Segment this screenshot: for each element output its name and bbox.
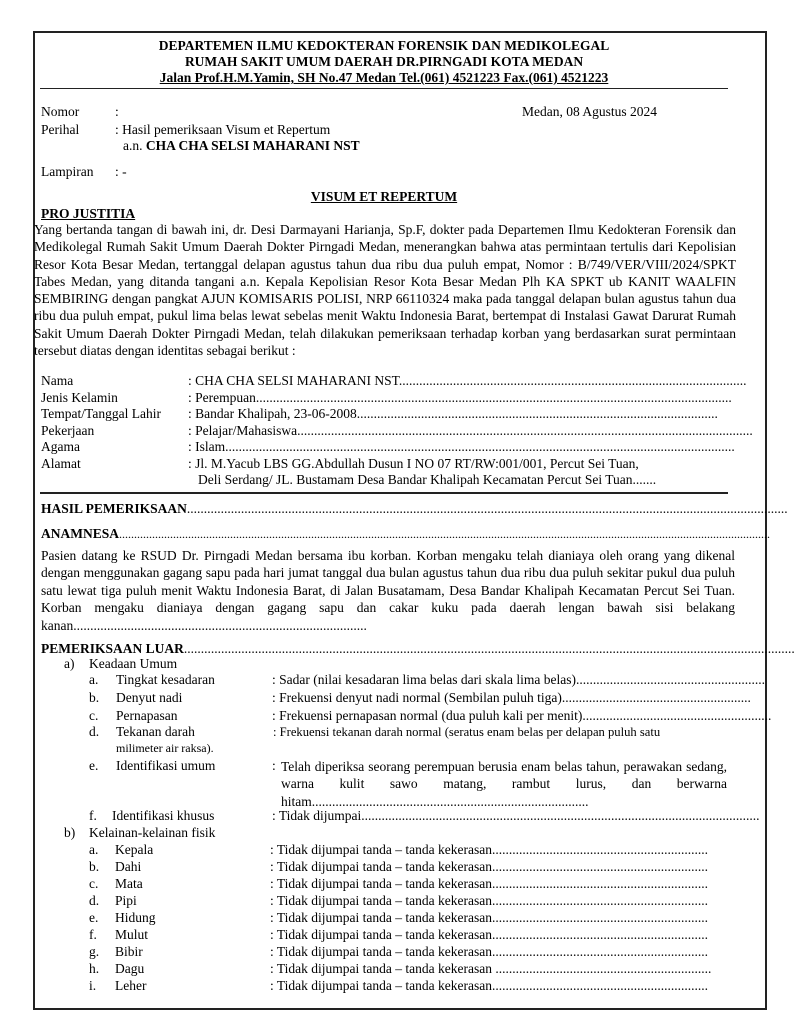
item-label: Pernapasan (116, 708, 178, 723)
identity-value: : Bandar Khalipah, 23-06-2008........................................................................................................... (188, 406, 718, 421)
ident-label: Identifikasi umum (116, 758, 216, 773)
item-value: : Sadar (nilai kesadaran lima belas dari skala lima belas)........................................................ (272, 672, 766, 687)
intro-paragraph: Yang bertanda tangan di bawah ini, dr. Desi Darmayani Harianja, Sp.F, dokter pada Departemen Ilmu Kedokteran Forensik dan Medikolegal Rumah Sakit Umum Daerah Dokter Pirngadi Medan, menerangkan bahwa atas permintaan tertulis dari Kepolisian Resor Kota Besar Medan, tertanggal delapan agustus tahun dua ribu dua puluh empat, Nomor : B/749/VER/VIII/2024/SPKT Tabes Medan, yang ditanda tangani a.n. Kepala Kepolisian Resor Kota Besar Medan Plh KA SPKT ub KANIT WAALFIN SEMBIRING dengan pangkat AJUN KOMISARIS POLISI, NRP 66110324 maka pada tanggal delapan bulan agustus tahun dua ribu dua puluh empat, pukul lima belas lewat sebelas menit Waktu Indonesia Barat, bertempat di Instalasi Gawat Darurat Rumah Sakit Umum Daerah Dokter Pirngadi Medan, telah dilakukan pemeriksaan terhadap korban yang berdasarkan surat permintaan tersebut diatas dengan identitas sebagai berikut : (34, 222, 736, 359)
identity-row-alamat (41, 456, 731, 473)
item-value: : Tidak dijumpai tanda – tanda kekerasan ................................................................ (270, 961, 712, 976)
anamnesa-text: Pasien datang ke RSUD Dr. Pirngadi Medan bersama ibu korban. Korban mengaku telah dianiaya oleh orang yang dikenal dengan menggunakan gagang sapu pada hari jumat tanggal dua bulan agustus tahun dua ribu dua puluh sekitar pukul dua puluh satu lewat tiga puluh menit Waktu Indonesia Barat, di Jalan Busatamam, Desa Bandar Khalipah Kecamatan Percut Sei Tuan. Korban mengaku dianiaya dengan gagang sapu dan cakar kuku pada daerah lengan bawah sisi belakang kanan (41, 548, 735, 633)
an-prefix: a.n. (123, 138, 143, 153)
identity-label: Tempat/Tanggal Lahir (41, 406, 161, 421)
identity-label: Agama (41, 439, 80, 454)
identity-value-text: : Islam (188, 439, 226, 454)
keadaan-umum-title: Keadaan Umum (89, 656, 178, 671)
item-marker: e. (89, 910, 99, 925)
item-label: Pipi (115, 893, 137, 908)
item-value-text: : Tidak dijumpai tanda – tanda kekerasan (270, 927, 492, 942)
item-label: Hidung (115, 910, 156, 925)
ident-value-text: Telah diperiksa seorang perempuan berusia enam belas tahun, perawakan sedang, warna kulit sawo matang, rambut lurus, dan berwarna hitam (281, 759, 727, 809)
item-marker: b. (89, 690, 100, 705)
nomor-label: Nomor (41, 104, 80, 119)
identity-row-pekerjaan (41, 422, 753, 440)
identity-row-agama (41, 439, 735, 456)
an-name: CHA CHA SELSI MAHARANI NST (145, 138, 360, 153)
item-value-text: : Tidak dijumpai tanda – tanda kekerasan (270, 859, 492, 874)
item-value: : Tidak dijumpai tanda – tanda kekerasan................................................................ (270, 842, 708, 857)
hasil-heading-line: HASIL PEMERIKSAAN.................................................................................................................................................................................. (41, 501, 788, 516)
item-value: : Tidak dijumpai tanda – tanda kekerasan................................................................ (270, 910, 708, 925)
item-value: : Tidak dijumpai tanda – tanda kekerasan................................................................ (270, 927, 708, 942)
identity-label: Jenis Kelamin (41, 389, 118, 405)
hasil-heading: HASIL PEMERIKSAAN (41, 501, 187, 516)
item-marker: f. (89, 927, 97, 942)
item-marker: a. (89, 842, 99, 857)
identity-value: : Pelajar/Mahasiswa....................................................................................................................................... (188, 422, 753, 438)
item-value-text: : Tidak dijumpai tanda – tanda kekerasan (270, 876, 492, 891)
item-label: Bibir (115, 944, 143, 959)
khusus-value: : Tidak dijumpai...................................................................................................................... (272, 808, 760, 823)
item-value-text: : Tidak dijumpai tanda – tanda kekerasan (270, 944, 492, 959)
item-value-text: : Tidak dijumpai tanda – tanda kekerasan (270, 978, 492, 993)
letter-date: Medan, 08 Agustus 2024 (522, 104, 657, 119)
perihal-label: Perihal (41, 122, 80, 137)
anamnesa-heading: ANAMNESA (41, 526, 120, 541)
identity-value-text: : CHA CHA SELSI MAHARANI NST (188, 373, 399, 388)
khusus-marker: f. (89, 808, 97, 823)
item-marker: b. (89, 859, 100, 874)
header-address (0, 70, 768, 86)
item-value: : Tidak dijumpai tanda – tanda kekerasan................................................................ (270, 876, 708, 891)
item-label: Leher (115, 978, 147, 993)
item-marker: g. (89, 944, 100, 959)
document-title: VISUM ET REPERTUM (310, 189, 458, 204)
item-label: Tekanan darah (116, 724, 195, 739)
identity-label: Pekerjaan (41, 422, 95, 438)
an-line (123, 138, 360, 154)
identity-value: : Perempuan............................................................................................................................................. (188, 389, 732, 405)
item-value-text: : Sadar (nilai kesadaran lima belas dari skala lima belas) (272, 672, 577, 687)
item-marker: c. (89, 876, 99, 891)
ident-colon: : (272, 758, 276, 773)
identity-value-text: : Perempuan (188, 389, 256, 405)
item-value: : Tidak dijumpai tanda – tanda kekerasan................................................................ (270, 893, 708, 908)
header-address-text: Jalan Prof.H.M.Yamin, SH No.47 Medan Tel.(061) 4521223 Fax.(061) 4521223 (159, 70, 609, 85)
item-marker: a. (89, 672, 99, 687)
pro-justitia: PRO JUSTITIA (41, 206, 136, 221)
khusus-label: Identifikasi khusus (112, 808, 215, 823)
item-label: Kepala (115, 842, 154, 857)
header-divider (40, 88, 728, 89)
item-value-text: : Tidak dijumpai tanda – tanda kekerasan (270, 893, 492, 908)
item-value: : Tidak dijumpai tanda – tanda kekerasan................................................................ (270, 978, 708, 993)
item-label: Mulut (115, 927, 149, 942)
item-label: Dagu (115, 961, 145, 976)
lampiran-label: Lampiran (41, 164, 94, 179)
item-marker: c. (89, 708, 99, 723)
ident-value: Telah diperiksa seorang perempuan berusia enam belas tahun, perawakan sedang, warna kulit sawo matang, rambut lurus, dan berwarna hitam.................................................................................. (281, 759, 727, 809)
identity-label: Alamat (41, 455, 81, 471)
keadaan-umum-marker: a) (64, 656, 75, 671)
identity-divider (40, 492, 728, 494)
identity-value: : Jl. M.Yacub LBS GG.Abdullah Dusun I NO 07 RT/RW:001/001, Percut Sei Tuan, (188, 455, 639, 471)
alamat-continuation: Deli Serdang/ JL. Bustamam Desa Bandar Khalipah Kecamatan Percut Sei Tuan....... (198, 472, 657, 487)
luar-heading-line: PEMERIKSAAN LUAR..................................................................................................................................................................................... (41, 641, 795, 656)
kelainan-marker: b) (64, 825, 76, 840)
identity-row-nama (41, 373, 747, 390)
ident-marker: e. (89, 758, 99, 773)
item-marker: i. (89, 978, 97, 993)
item-label: Denyut nadi (116, 690, 183, 705)
header-department: DEPARTEMEN ILMU KEDOKTERAN FORENSIK DAN MEDIKOLEGAL (158, 38, 610, 53)
item-label: Tingkat kesadaran (116, 672, 215, 687)
identity-value: : Islam....................................................................................................................................................... (188, 439, 735, 454)
lampiran-value: : - (115, 164, 127, 179)
identity-label: Nama (41, 373, 74, 388)
item-value-text: : Tidak dijumpai tanda – tanda kekerasan (270, 910, 492, 925)
item-value-text: : Tidak dijumpai tanda – tanda kekerasan (270, 961, 492, 976)
nomor-value: : (115, 104, 119, 119)
item-value: : Frekuensi denyut nadi normal (Sembilan puluh tiga)........................................................ (272, 690, 751, 705)
item-marker: d. (89, 893, 100, 908)
identity-value: : CHA CHA SELSI MAHARANI NST....................................................................................................... (188, 373, 747, 388)
item-value: : Frekuensi tekanan darah normal (seratus enam belas per delapan puluh satu (273, 725, 661, 739)
perihal-value: : Hasil pemeriksaan Visum et Repertum (115, 122, 331, 137)
header-hospital: RUMAH SAKIT UMUM DAERAH DR.PIRNGADI KOTA MEDAN (184, 54, 584, 69)
anamnesa-heading-line: ANAMNESA......................................................................................................................................................................................................................... (41, 526, 771, 541)
identity-row-jenis-kelamin (41, 390, 731, 407)
khusus-value-text: : Tidak dijumpai (272, 808, 362, 823)
item-label-continuation: milimeter air raksa). (116, 741, 214, 755)
luar-heading: PEMERIKSAAN LUAR (41, 641, 184, 656)
item-label: Mata (115, 876, 143, 891)
item-value-text: : Tidak dijumpai tanda – tanda kekerasan (270, 842, 492, 857)
item-marker: h. (89, 961, 100, 976)
identity-row-ttl (41, 406, 731, 423)
identity-value-text: : Pelajar/Mahasiswa (188, 422, 298, 438)
item-label: Dahi (115, 859, 142, 874)
item-value: : Tidak dijumpai tanda – tanda kekerasan................................................................ (270, 944, 708, 959)
item-marker: d. (89, 724, 100, 739)
item-value-text: : Frekuensi denyut nadi normal (Sembilan puluh tiga) (272, 690, 562, 705)
item-value: : Frekuensi pernapasan normal (dua puluh kali per menit)........................................................ (272, 708, 772, 723)
anamnesa-paragraph: Pasien datang ke RSUD Dr. Pirngadi Medan bersama ibu korban. Korban mengaku telah dianiaya oleh orang yang dikenal dengan menggunakan gagang sapu pada hari jumat tanggal dua bulan agustus tahun dua ribu dua puluh sekitar pukul dua puluh satu lewat tiga puluh menit Waktu Indonesia Barat, di Jalan Busatamam, Desa Bandar Khalipah Kecamatan Percut Sei Tuan. Korban mengaku dianiaya dengan gagang sapu dan cakar kuku pada daerah lengan bawah sisi belakang kanan....................................................................................... (41, 548, 735, 633)
item-value: : Tidak dijumpai tanda – tanda kekerasan................................................................ (270, 859, 708, 874)
kelainan-title: Kelainan-kelainan fisik (89, 825, 216, 840)
identity-value-text: : Bandar Khalipah, 23-06-2008 (188, 406, 357, 421)
item-value-text: : Frekuensi pernapasan normal (dua puluh kali per menit) (272, 708, 583, 723)
